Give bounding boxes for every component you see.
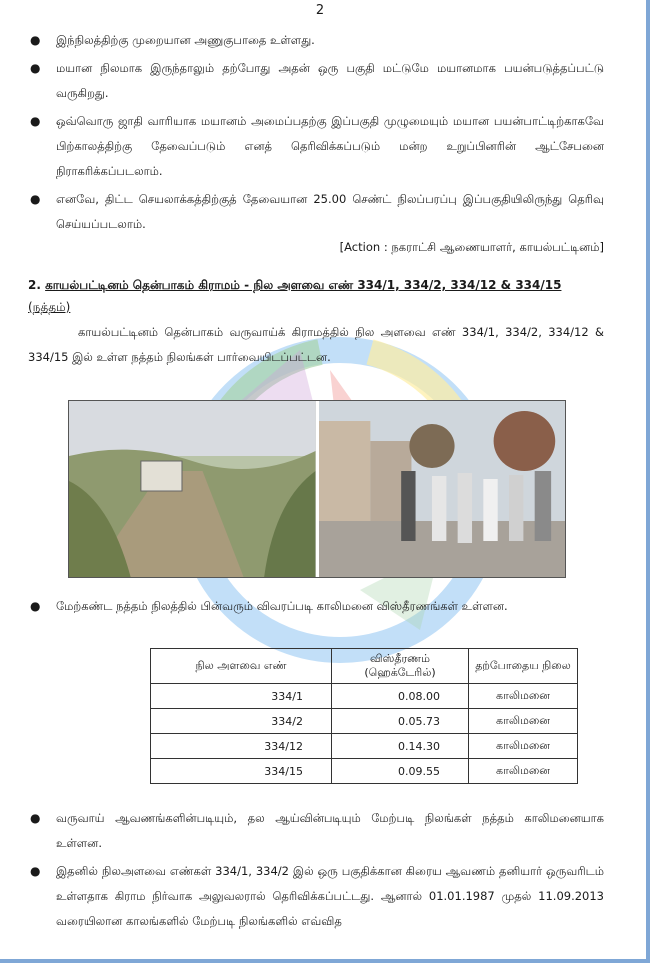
bullet-text: வருவாய் ஆவணங்களின்படியும், தல ஆய்வின்படியும் மேற்படி நிலங்கள் நத்தம் காலிமனையாக உள்ளன.: [56, 811, 604, 850]
bullet-item: [28, 594, 604, 619]
section-title: காயல்பட்டினம் தென்பாகம் கிராமம் - நில அளவை எண் 334/1, 334/2, 334/12 & 334/15: [45, 278, 562, 292]
area-cell: 0.09.55: [332, 759, 469, 784]
bullet-item: [28, 56, 604, 106]
table-header-row: [151, 649, 578, 684]
table-intro-block: [28, 594, 604, 622]
bullet-item: [28, 806, 604, 856]
survey-number-cell: 334/2: [151, 709, 332, 734]
bullet-icon: ●: [30, 33, 41, 47]
photo-inspection-team: [316, 401, 566, 577]
column-header: நில அளவை எண்: [151, 649, 332, 684]
area-cell: 0.05.73: [332, 709, 469, 734]
bullet-icon: ●: [30, 192, 41, 206]
bullet-text: மேற்கண்ட நத்தம் நிலத்தில் பின்வரும் விவரப்படி காலிமனை விஸ்தீரணங்கள் உள்ளன.: [56, 599, 508, 613]
section-number: 2.: [28, 278, 41, 292]
bullet-item: [28, 187, 604, 237]
bullet-text: எனவே, திட்ட செயலாக்கத்திற்குத் தேவையான 25.00 செண்ட் நிலப்பரப்பு இப்பகுதியிலிருந்து தெரிவு செய்யப்படலாம்.: [56, 192, 604, 231]
status-cell: காலிமனை: [469, 684, 578, 709]
bullet-icon: ●: [30, 114, 41, 128]
status-cell: காலிமனை: [469, 759, 578, 784]
section-paragraph: காயல்பட்டினம் தென்பாகம் வருவாய்க் கிராமத்தில் நில அளவை எண் 334/1, 334/2, 334/12 & 334/15 இல் உள்ள நத்தம் நிலங்கள் பார்வையிடப்பட்டன.: [28, 325, 604, 364]
bullet-item: [28, 859, 604, 934]
table-row: [151, 734, 578, 759]
bullet-text: இதனில் நிலஅளவை எண்கள் 334/1, 334/2 இல் ஒரு பகுதிக்கான கிரைய ஆவணம் தனியார் ஒருவரிடம் உள்ளதாக கிராம நிர்வாக அலுவலரால் தெரிவிக்கப்பட்டது. ஆனால் 01.01.1987 முதல் 11.09.2013 வரையிலான காலங்களில் மேற்படி நிலங்களில் எவ்வித: [56, 864, 604, 928]
section-subtitle: (நத்தம்): [28, 300, 71, 314]
bullet-icon: ●: [30, 864, 41, 878]
bullet-text: இந்நிலத்திற்கு முறையான அணுகுபாதை உள்ளது.: [56, 33, 315, 47]
bullet-item: [28, 109, 604, 184]
land-survey-table: [150, 648, 578, 784]
action-note: [Action : நகராட்சி ஆணையாளர், காயல்பட்டினம்]: [339, 240, 604, 254]
top-content: [28, 28, 604, 370]
bullet-icon: ●: [30, 599, 41, 613]
bottom-content: [28, 806, 604, 937]
area-cell: 0.14.30: [332, 734, 469, 759]
column-header: விஸ்தீரணம் (ஹெக்டேரில்): [332, 649, 469, 684]
status-cell: காலிமனை: [469, 734, 578, 759]
section-heading: [28, 274, 604, 318]
survey-number-cell: 334/1: [151, 684, 332, 709]
bullet-text: ஒவ்வொரு ஜாதி வாரியாக மயானம் அமைப்பதற்கு இப்பகுதி முழுமையும் மயான பயன்பாட்டிற்காகவே பிற்காலத்திற்கு தேவைப்படும் எனத் தெரிவிக்கப்படும் மன்ற உறுப்பினரின் ஆட்சேபனை நிராகரிக்கப்படலாம்.: [56, 114, 604, 178]
column-header: தற்போதைய நிலை: [469, 649, 578, 684]
bullet-icon: ●: [30, 811, 41, 825]
table-row: [151, 759, 578, 784]
area-cell: 0.08.00: [332, 684, 469, 709]
survey-number-cell: 334/12: [151, 734, 332, 759]
page-number: 2: [315, 3, 325, 18]
photo-land-left: [69, 401, 316, 577]
survey-number-cell: 334/15: [151, 759, 332, 784]
bullet-icon: ●: [30, 61, 41, 75]
bullet-item: [28, 28, 604, 53]
site-photos: [68, 400, 566, 578]
table-row: [151, 709, 578, 734]
bullet-text: மயான நிலமாக இருந்தாலும் தற்போது அதன் ஒரு பகுதி மட்டுமே மயானமாக பயன்படுத்தப்பட்டு வருகிறது.: [56, 61, 604, 100]
table-row: [151, 684, 578, 709]
status-cell: காலிமனை: [469, 709, 578, 734]
